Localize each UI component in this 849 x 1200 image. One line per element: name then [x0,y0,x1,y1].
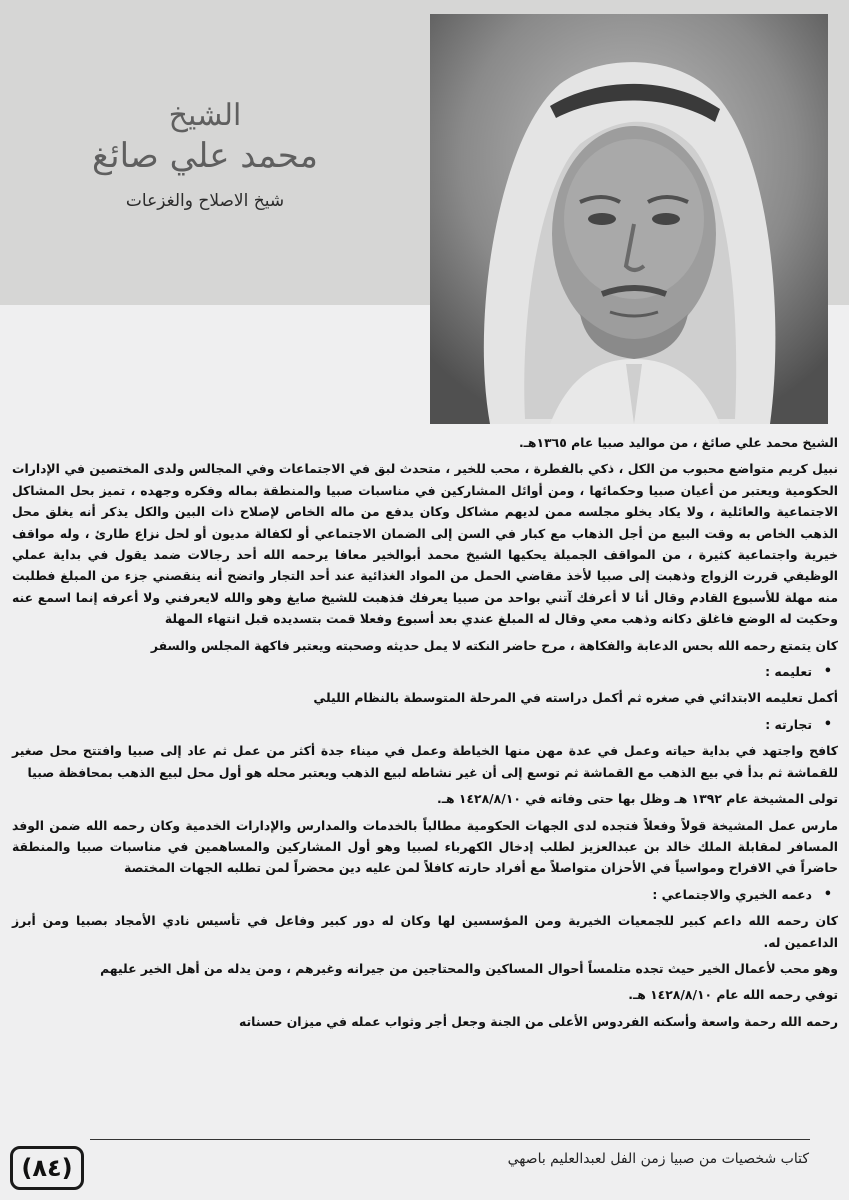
portrait-illustration [430,14,828,424]
heading-education: • تعليمه : [12,661,838,682]
paragraph-birth: الشيخ محمد علي صائغ ، من مواليد صبيا عام ١٣٦٥هـ. [518,435,838,450]
title-honorific: الشيخ [168,98,242,133]
paragraph-humor: كان يتمتع رحمه الله بحس الدعابة والفكاهة ، مرح حاضر النكته لا يمل حديثه وصحبته ويعتبر فاكهة المجلس والسفر [150,637,838,653]
title-block [80,98,330,214]
paragraph-sheikhdom-work: مارس عمل المشيخة قولاً وفعلاً فتجده لدى الجهات الحكومية مطالباً بالخدمات والمدارس والإدارات الخدمية وكان رحمه الله ضمن الوفد المسافر لمقابلة الملك خالد بن عبدالعزيز لطلب إدخال الكهرباء لصبيا وهو أول المشاركين والمساهمين في مناسبات صبيا والمنطقة حاضراً في الافراح ومواسياً في الأحزان متواصلاً مع أفراد حارته كافلاً لمن عليه دين محضراً لمن تطلبه الجهات المختصة [12,817,838,876]
paragraph-education: أكمل تعليمه الابتدائي في صغره ثم أكمل دراسته في المرحلة المتوسطة بالنظام الليلي [313,690,838,706]
person-name: محمد علي صائغ [92,136,318,176]
paragraph-trade: كافح واجتهد في بداية حياته وعمل في عدة مهن منها الخياطة وعمل في ميناء جدة أكثر من عمل ثم عاد إلى صبيا وافتتح محل صغير للقماشة ثم بدأ في بيع الذهب مع القماشة ثم توسع إلى أن غير نشاطه لبيع الذهب ويعتبر محله هو أول محل لبيع الذهب بمحافظة صبيا [12,743,838,780]
heading-trade: • تجارته : [12,714,838,735]
paragraph-sheikhdom: تولى المشيخة عام ١٣٩٢ هـ وظل بها حتى وفاته في ١٤٢٨/٨/١٠ هـ. [437,791,838,807]
paragraph-character: نبيل كريم متواضع محبوب من الكل ، ذكي بالفطرة ، محب للخير ، متحدث لبق في الاجتماعات وفي المجالس ولدى المختصين في الإدارات الحكومية ويعتبر من أعيان صبيا وحكمائها ، ومن أوائل المشاركين في مناسبات صبيا والمنطقة بماله وفكره وجهده ، تميز بحل المشاكل الاجتماعية والعائلية ، ولا يكاد يخلو مجلسه ممن لديهم مشاكل وكان يدفع من ماله الخاص لإصلاح ذات البين والكل يذكر أنه يغلق محل الذهب الخاص به وقت البيع من أجل الذهاب مع كبار في السن إلى الضمان الاجتماعي أو لكفالة مديون أو لحل نزاع طارئ ، وله مواقف خيرية واجتماعية كثيرة ، من المواقف الجميلة يحكيها الشيخ محمد أبوالخير معافا يرحمه الله أحد رجالات ضمد يقول في بداية عملي الوظيفي قررت الزواج وذهبت إلى صبيا لأخذ مقاضي الحمل من المواد الغذائية عند أحد التجار واتضح أنه ينقصني جزء من المبلغ فطلبت منه مهلة للأسبوع القادم وقال أنا لا أعرفك آتني بواحد من صبيا يعرفك فذهبت للشيخ صايغ وهو والله لايعرفني ولا أعرفه إنما اسمع عنه وحكيت له الوضع فاغلق دكانه وذهب معي وقال له المبلغ عندي بعد أسبوع وفعلا قمت بتسديده قبل انتهاء المهلة [12,461,838,627]
paragraph-death: توفي رحمه الله عام ١٤٢٨/٨/١٠ هـ. [628,987,838,1003]
person-subtitle: شيخ الاصلاح والغزعات [125,191,285,211]
biography-text [12,432,838,1037]
paragraph-good-deeds: وهو محب لأعمال الخير حيث تجده متلمساً أحوال المساكين والمحتاجين من جيرانه وغيرهم ، ومن يدله من أهل الخير عليهم [100,960,838,976]
page-number: (٨٤) [10,1146,84,1190]
book-title: كتاب شخصيات من صبيا زمن الفل لعبدالعليم باصهي [507,1151,809,1167]
portrait-photo [430,14,828,424]
paragraph-prayer: رحمه الله رحمة واسعة وأسكنه الفردوس الأعلى من الجنة وجعل أجر وثواب عمله في ميزان حسناته [239,1013,838,1029]
footer-divider [90,1139,810,1140]
heading-charity: • دعمه الخيري والاجتماعي : [12,884,838,905]
paragraph-charity: كان رحمه الله داعم كبير للجمعيات الخيرية ومن المؤسسين لها وكان له دور كبير وفاعل في تأسيس نادي الأمجاد بصبيا ومن أبرز الداعمين له. [12,913,838,950]
